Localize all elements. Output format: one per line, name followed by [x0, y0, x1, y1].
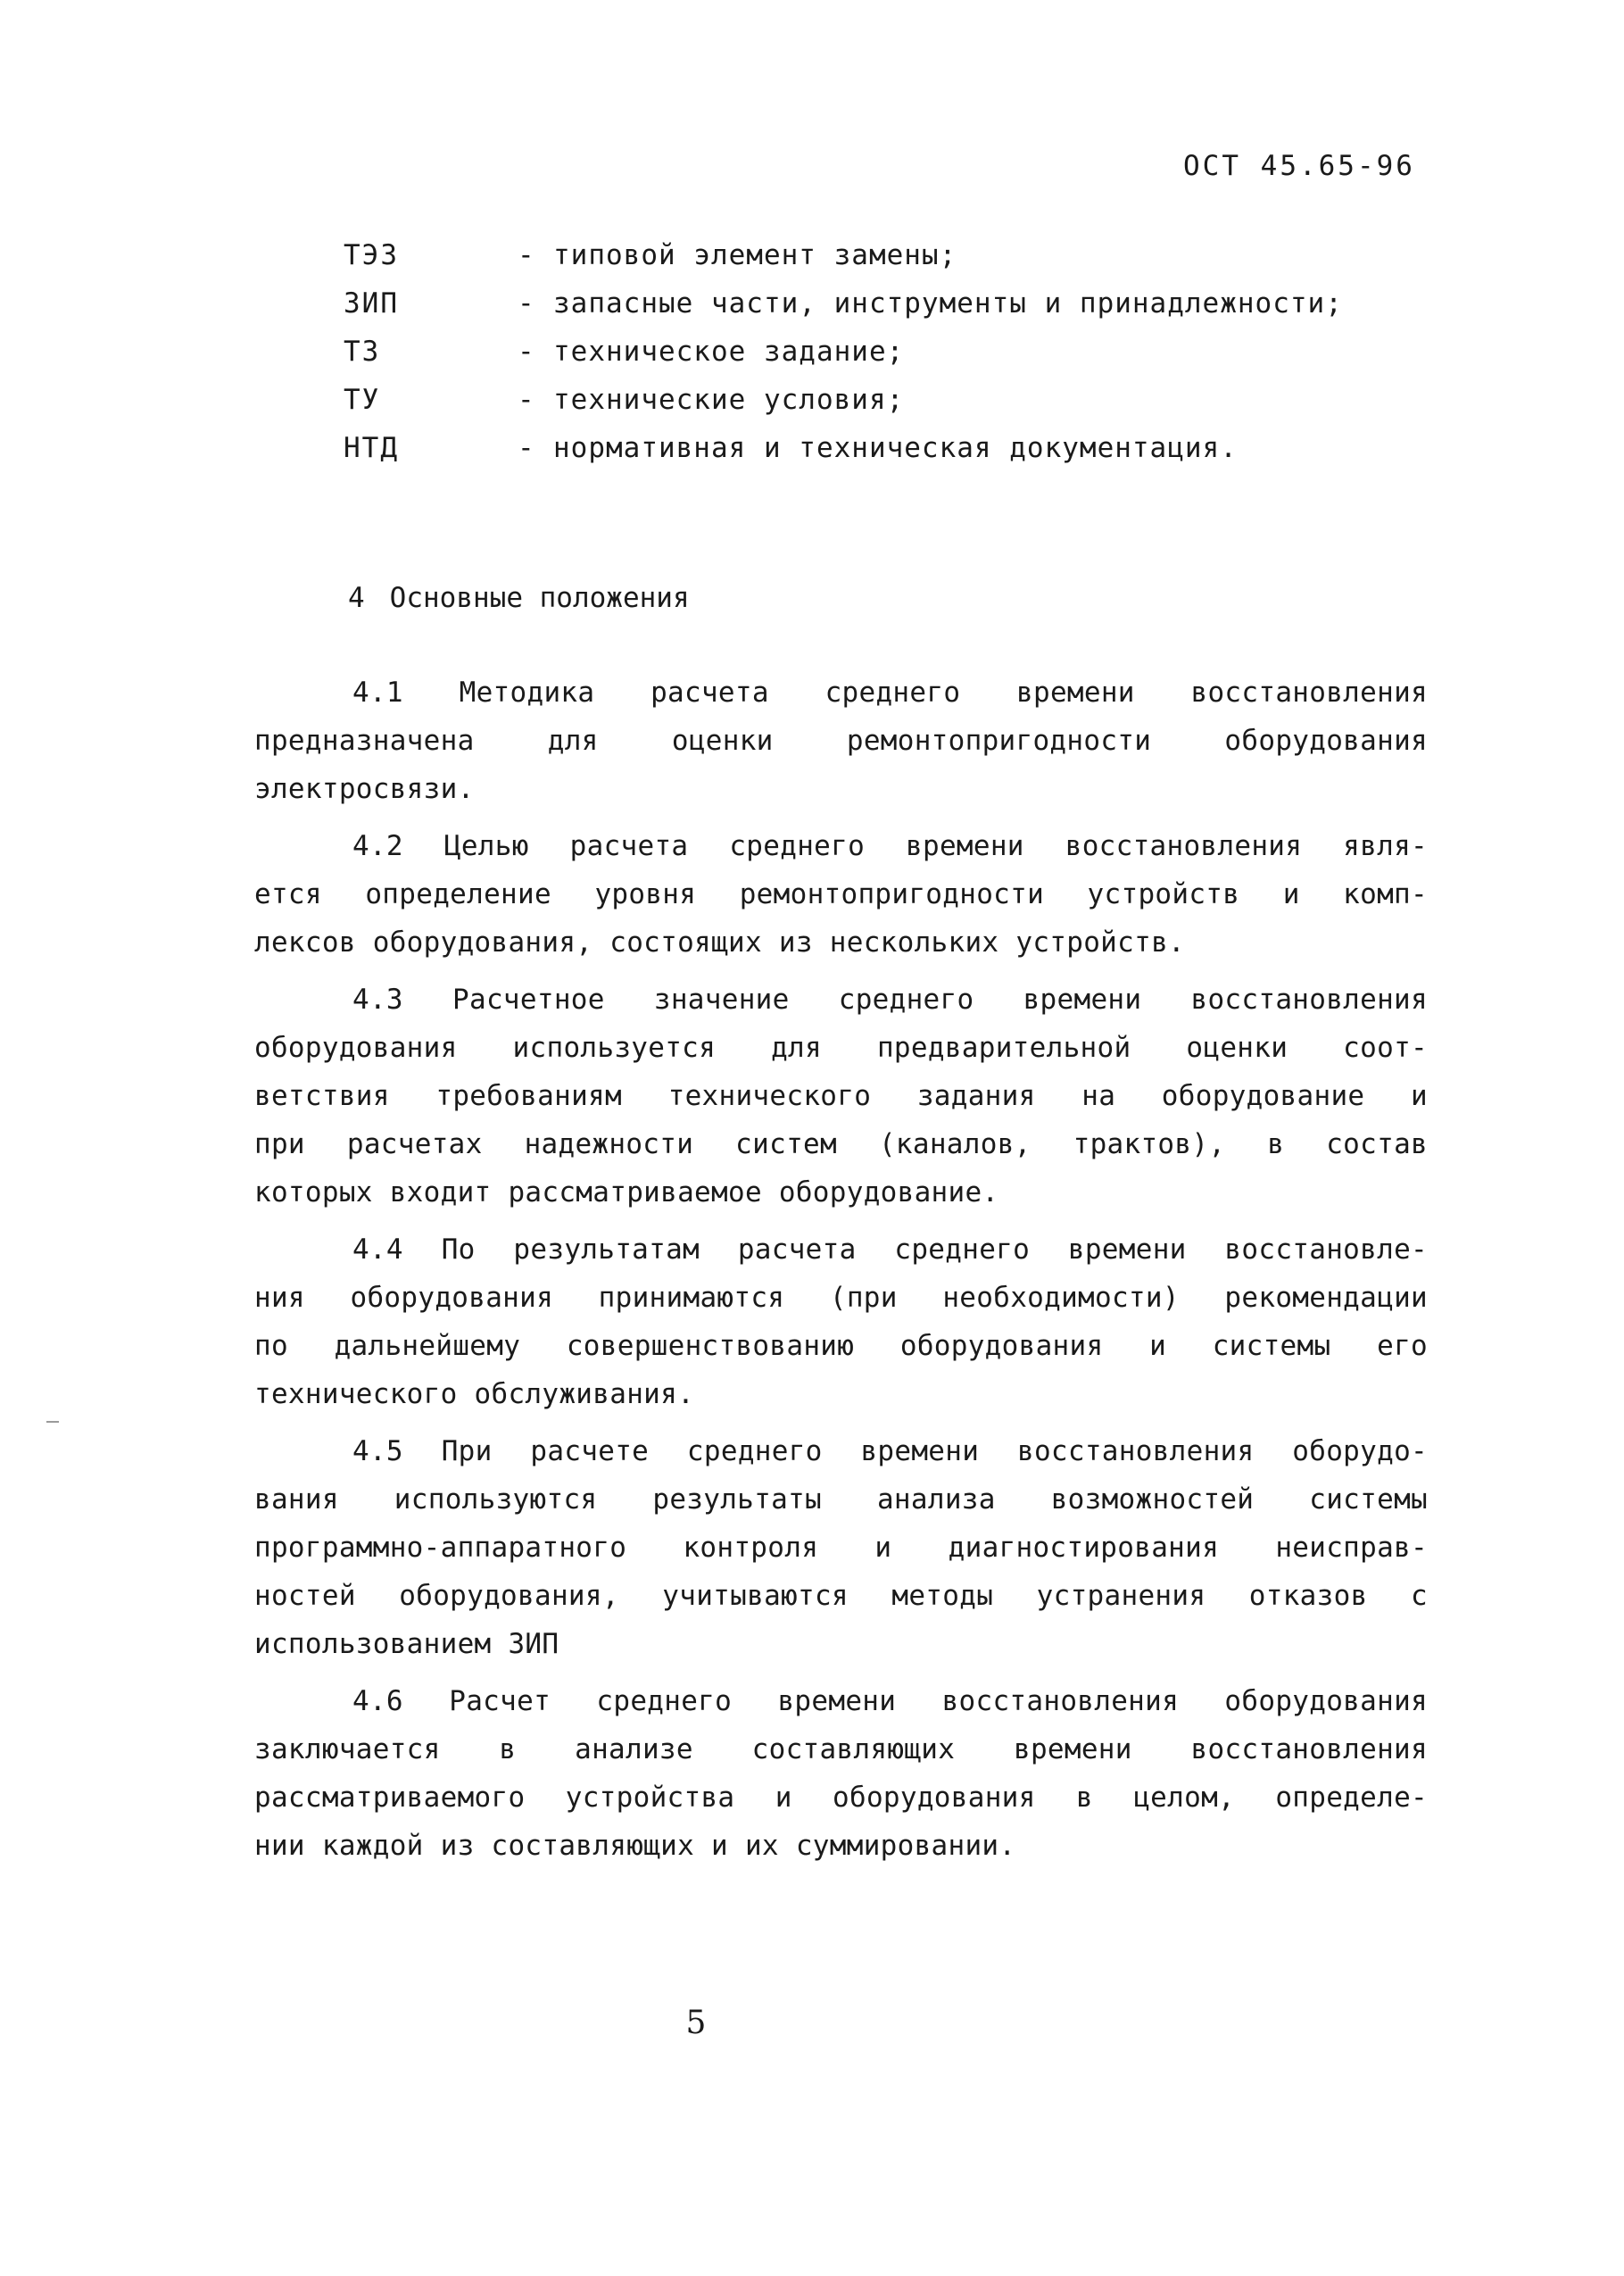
section-title: Основные положения — [389, 582, 690, 614]
text-line: предназначена для оценки ремонтопригодности оборудования — [254, 725, 1428, 757]
text-line: 4.6 Расчет среднего времени восстановления оборудования — [352, 1685, 1428, 1717]
abbreviation-dash: - — [518, 384, 534, 416]
text-line: электросвязи. — [254, 773, 475, 805]
text-line: технического обслуживания. — [254, 1378, 695, 1410]
abbreviation-term: ТУ — [344, 384, 381, 416]
paragraph-4-4 — [254, 1234, 1428, 1426]
paragraph-4-5 — [254, 1435, 1428, 1676]
abbreviation-dash: - — [518, 287, 534, 320]
abbreviation-definition: технические условия; — [553, 384, 905, 416]
abbreviation-term: ЗИП — [344, 287, 399, 320]
text-line: которых входит рассматриваемое оборудование. — [254, 1176, 999, 1209]
page-number: 5 — [685, 2005, 707, 2041]
text-line: ется определение уровня ремонтопригодности устройств и комп- — [254, 878, 1428, 910]
abbreviation-dash: - — [518, 239, 534, 271]
text-line: 4.3 Расчетное значение среднего времени восстановления — [352, 984, 1428, 1016]
abbreviation-term: ТЭЗ — [344, 239, 399, 271]
text-line: вания используются результаты анализа возможностей системы — [254, 1483, 1428, 1516]
document-code: ОСТ 45.65-96 — [1183, 150, 1415, 182]
paragraph-4-2 — [254, 830, 1428, 975]
text-line: при расчетах надежности систем (каналов, трактов), в состав — [254, 1128, 1428, 1160]
text-line: 4.5 При расчете среднего времени восстановления оборудо- — [352, 1435, 1428, 1467]
abbreviation-term: НТД — [344, 432, 399, 464]
body-text — [254, 677, 1428, 1887]
abbreviation-row — [344, 384, 1504, 432]
text-line: ностей оборудования, учитываются методы устранения отказов с — [254, 1580, 1428, 1612]
text-line: заключается в анализе составляющих времени восстановления — [254, 1733, 1428, 1765]
abbreviation-row — [344, 239, 1504, 287]
text-line: ветствия требованиям технического задания на оборудование и — [254, 1080, 1428, 1112]
paragraph-4-6 — [254, 1685, 1428, 1878]
abbreviation-dash: - — [518, 432, 534, 464]
abbreviation-row — [344, 287, 1504, 336]
text-line: 4.1 Методика расчета среднего времени восстановления — [352, 677, 1428, 709]
text-line: 4.4 По результатам расчета среднего времени восстановле- — [352, 1234, 1428, 1266]
section-heading — [348, 582, 690, 614]
text-line: лексов оборудования, состоящих из нескольких устройств. — [254, 926, 1185, 959]
paragraph-4-1 — [254, 677, 1428, 821]
section-number: 4 — [348, 582, 365, 614]
text-line: по дальнейшему совершенствованию оборудования и системы его — [254, 1330, 1428, 1362]
abbreviation-term: ТЗ — [344, 336, 381, 368]
abbreviation-definition: техническое задание; — [553, 336, 905, 368]
text-line: оборудования используется для предварительной оценки соот- — [254, 1032, 1428, 1064]
text-line: нии каждой из составляющих и их суммировании. — [254, 1830, 1016, 1862]
abbreviation-definition: нормативная и техническая документация. — [553, 432, 1238, 464]
abbreviation-row — [344, 336, 1504, 384]
abbreviation-definition: запасные части, инструменты и принадлежности; — [553, 287, 1343, 320]
text-line: использованием ЗИП — [254, 1628, 559, 1660]
text-line: рассматриваемого устройства и оборудования в целом, определе- — [254, 1782, 1428, 1814]
text-line: ния оборудования принимаются (при необходимости) рекомендации — [254, 1282, 1428, 1314]
text-line: 4.2 Целью расчета среднего времени восстановления явля- — [352, 830, 1428, 862]
abbreviation-row — [344, 432, 1504, 480]
abbreviation-definition: типовой элемент замены; — [553, 239, 957, 271]
paragraph-4-3 — [254, 984, 1428, 1225]
text-line: программно-аппаратного контроля и диагностирования неисправ- — [254, 1532, 1428, 1564]
abbreviation-list — [344, 239, 1504, 480]
abbreviation-dash: - — [518, 336, 534, 368]
scan-artifact — [46, 1421, 59, 1423]
